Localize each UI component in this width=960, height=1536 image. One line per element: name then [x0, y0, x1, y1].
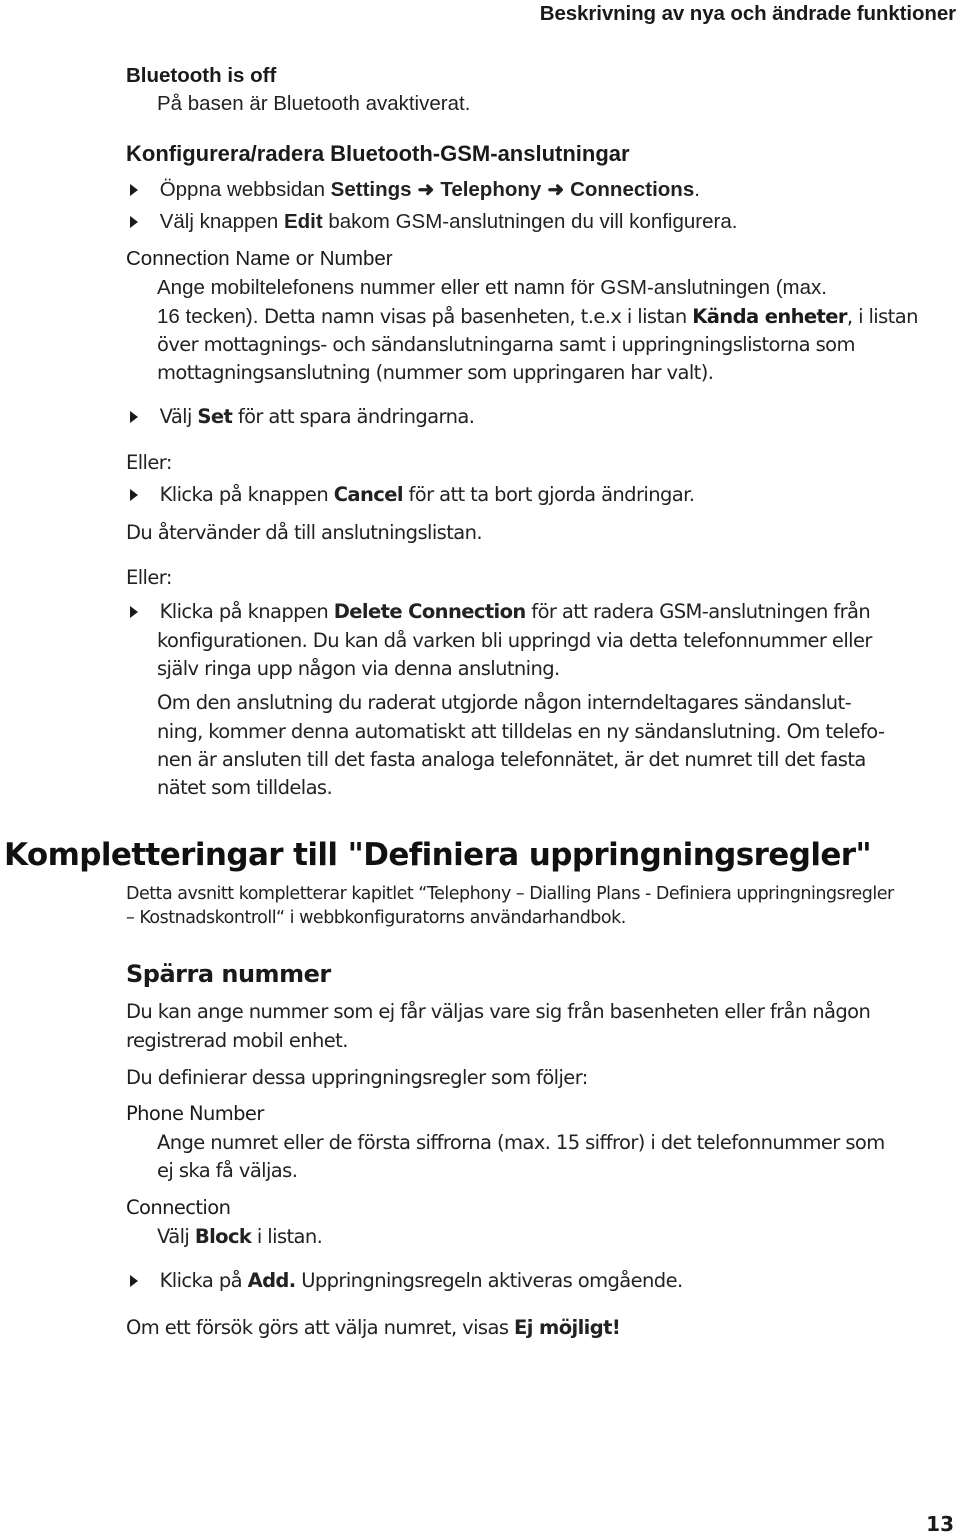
step-edit: Välj knappen Edit bakom GSM-anslutningen du vill konfigurera.	[130, 210, 737, 234]
bluetooth-off-desc: På basen är Bluetooth avaktiverat.	[157, 92, 471, 115]
block-para-2: Du definierar dessa uppringningsregler som följer:	[126, 1066, 588, 1089]
delete-note-4: nätet som tilldelas.	[157, 776, 333, 799]
connection-label: Connection	[126, 1196, 231, 1219]
step-set: Välj Set för att spara ändringarna.	[130, 405, 474, 428]
set-button-ref: Set	[197, 405, 233, 428]
or-label-1: Eller:	[126, 451, 172, 474]
delete-note-3: nen är ansluten till det fasta analoga telefonnätet, är det numret till det fasta	[157, 748, 866, 771]
connection-name-desc-1: Ange mobiltelefonens nummer eller ett namn för GSM-anslutningen (max.	[157, 276, 827, 299]
connection-name-desc-2: 16 tecken). Detta namn visas på basenheten, t.e.x i listan Kända enheter, i listan	[157, 305, 918, 328]
not-possible-message: Ej möjligt!	[514, 1316, 621, 1339]
section-title: Kompletteringar till "Definiera uppringningsregler"	[4, 837, 872, 873]
edit-button-ref: Edit	[283, 210, 323, 233]
block-option-ref: Block	[194, 1225, 252, 1248]
step-cancel: Klicka på knappen Cancel för att ta bort gjorda ändringar.	[130, 483, 694, 506]
block-para-1a: Du kan ange nummer som ej får väljas vare sig från basenheten eller från någon	[126, 1000, 871, 1023]
menu-settings: Settings	[330, 178, 412, 201]
delete-desc-2: konfigurationen. Du kan då varken bli uppringd via detta telefonnummer eller	[157, 629, 872, 652]
step-arrow-icon	[130, 489, 138, 501]
return-text: Du återvänder då till anslutningslistan.	[126, 521, 482, 544]
add-button-ref: Add.	[247, 1269, 296, 1292]
connection-name-label: Connection Name or Number	[126, 247, 393, 270]
step-arrow-icon	[130, 216, 138, 228]
delete-note-2: ning, kommer denna automatiskt att tilldelas en ny sändanslutning. Om telefo-	[157, 720, 885, 743]
block-para-1b: registrerad mobil enhet.	[126, 1029, 348, 1052]
step-delete: Klicka på knappen Delete Connection för att radera GSM-anslutningen från	[130, 600, 870, 623]
delete-desc-3: själv ringa upp någon via denna anslutning.	[157, 657, 560, 680]
phone-number-desc-1: Ange numret eller de första siffrorna (max. 15 siffror) i det telefonnummer som	[157, 1131, 885, 1154]
menu-arrow-icon: ➜	[417, 179, 435, 201]
menu-arrow-icon: ➜	[547, 179, 565, 201]
delete-note-1: Om den anslutning du raderat utgjorde någon interndeltagares sändanslut-	[157, 691, 852, 714]
section-intro-2: – Kostnadskontroll“ i webbkonfiguratorns användarhandbok.	[126, 908, 626, 928]
or-label-2: Eller:	[126, 566, 172, 589]
step-open-webpage: Öppna webbsidan Settings ➜ Telephony ➜ Connections.	[130, 177, 700, 202]
delete-connection-button-ref: Delete Connection	[333, 600, 526, 623]
connection-desc: Välj Block i listan.	[157, 1225, 323, 1248]
step-arrow-icon	[130, 184, 138, 196]
section-intro-1: Detta avsnitt kompletterar kapitlet “Telephony – Dialling Plans - Definiera uppringningsregler	[126, 884, 894, 904]
connection-name-desc-3: över mottagnings- och sändanslutningarna samt i uppringningslistorna som	[157, 333, 855, 356]
gsm-config-heading: Konfigurera/radera Bluetooth-GSM-anslutningar	[126, 141, 630, 166]
phone-number-label: Phone Number	[126, 1102, 264, 1125]
bluetooth-off-label: Bluetooth is off	[126, 64, 277, 87]
block-heading: Spärra nummer	[126, 960, 331, 988]
menu-telephony: Telephony	[440, 178, 542, 201]
page-number: 13	[926, 1512, 954, 1536]
phone-number-desc-2: ej ska få väljas.	[157, 1159, 298, 1182]
cancel-button-ref: Cancel	[333, 483, 403, 506]
final-note: Om ett försök görs att välja numret, visas Ej möjligt!	[126, 1316, 621, 1339]
step-add: Klicka på Add. Uppringningsregeln aktiveras omgående.	[130, 1269, 683, 1292]
running-header: Beskrivning av nya och ändrade funktioner	[539, 2, 956, 25]
step-arrow-icon	[130, 606, 138, 618]
connection-name-desc-4: mottagningsanslutning (nummer som uppringaren har valt).	[157, 361, 714, 384]
menu-connections: Connections	[570, 178, 695, 201]
step-arrow-icon	[130, 411, 138, 423]
step-arrow-icon	[130, 1275, 138, 1287]
